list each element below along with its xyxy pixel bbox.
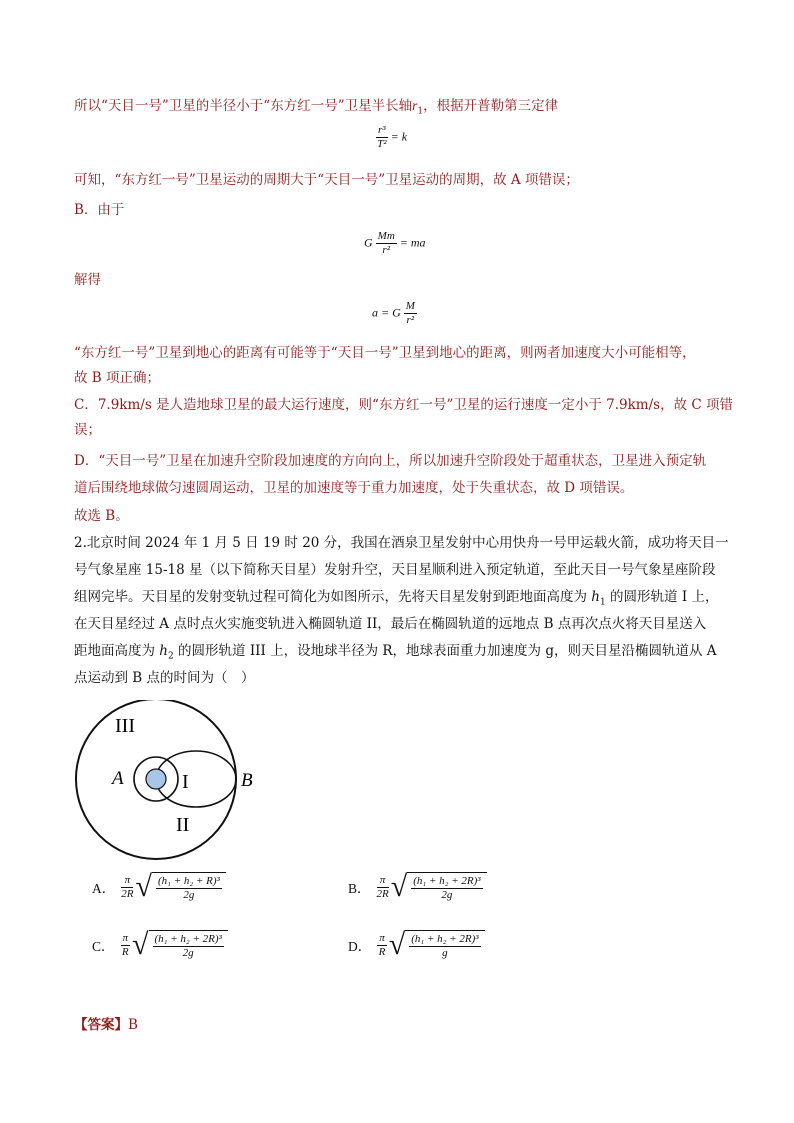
radicand-num: (h₁ + h₂ + 2R)³ (154, 933, 222, 945)
question-text: 距地面高度为 (74, 643, 160, 659)
option-label: B． (348, 881, 371, 896)
subscript: 2 (168, 651, 174, 662)
eq-denominator: T² (377, 138, 387, 150)
sqrt-symbol: √ (390, 870, 408, 903)
explanation-line-9: D．“天目一号”卫星在加速升空阶段加速度的方向向上，所以加速升空阶段处于超重状态，卫星进入预定轨 (74, 453, 707, 469)
eq-rhs: = k (390, 129, 408, 144)
option-a[interactable] (92, 872, 226, 902)
sqrt-symbol: √ (388, 928, 406, 961)
radicand (152, 872, 226, 902)
explanation-line-8: 误； (74, 422, 101, 438)
label-I: I (182, 771, 189, 793)
question-line-1: 2.北京时间 2024 年 1 月 5 日 19 时 20 分，我国在酒泉卫星发射中心用快舟一号甲运载火箭，成功将天目一 (74, 535, 729, 551)
question-line-6: 点运动到 B 点的时间为（ ） (74, 670, 255, 686)
radicand-den: 2g (182, 947, 194, 959)
orbit-II-ellipse (156, 751, 236, 807)
eq-rhs: = ma (399, 235, 426, 250)
question-line-2: 号气象星座 15-18 星（以下简称天目星）发射升空，天目星顺利进入预定轨道，至此天目一号气象星座阶段 (74, 562, 716, 578)
earth-circle (146, 769, 166, 789)
equation-gravity (364, 230, 426, 257)
explanation-line-11: 故选 B。 (74, 508, 129, 524)
coef-den: 2R (121, 887, 134, 900)
option-label: C． (92, 939, 115, 954)
option-coefficient (121, 932, 131, 959)
option-label: D． (348, 939, 372, 954)
explanation-line-7: C．7.9km/s 是人造地球卫星的最大运行速度，则“东方红一号”卫星的运行速度一定小于 7.9km/s，故 C 项错 (74, 397, 733, 413)
option-coefficient (121, 874, 133, 901)
radicand-den: g (442, 947, 448, 959)
coef-den: 2R (376, 887, 389, 900)
explanation-line-3: B．由于 (74, 202, 125, 218)
explanation-line-2: 可知，“东方红一号”卫星运动的周期大于“天目一号”卫星运动的周期，故 A 项错误； (74, 172, 579, 188)
explanation-line-6: 故 B 项正确； (74, 370, 161, 386)
question-line-3 (74, 587, 718, 613)
option-coefficient (377, 874, 389, 901)
coef-num: π (121, 874, 133, 888)
question-text: 的圆形轨道 III 上，设地球半径为 R，地球表面重力加速度为 g，则天目星沿椭圆轨道从 A (173, 643, 717, 659)
explanation-line-5: “东方红一号”卫星到地心的距离有可能等于“天目一号”卫星到地心的距离，则两者加速度大小可能相等， (74, 345, 696, 361)
radicand-num: (h₁ + h₂ + 2R)³ (413, 875, 481, 887)
option-label: A． (92, 881, 116, 896)
eq-numerator: r³ (378, 124, 386, 136)
option-c[interactable] (92, 930, 228, 960)
label-B: B (241, 770, 253, 791)
subscript: 1 (600, 597, 606, 608)
radicand-num: (h₁ + h₂ + 2R)³ (411, 933, 479, 945)
coef-num: π (377, 874, 389, 888)
option-coefficient (377, 932, 387, 959)
explanation-text: ，根据开普勒第三定律 (423, 98, 559, 114)
question-text: 组网完毕。天目星的发射变轨过程可简化为如图所示，先将天目星发射到距地面高度为 (74, 589, 592, 605)
sqrt-symbol: √ (132, 928, 149, 961)
coef-den: R (378, 945, 386, 958)
answer-line (74, 1013, 138, 1033)
equation-kepler (376, 124, 407, 151)
orbit-diagram (70, 700, 270, 865)
question-line-4: 在天目星经过 A 点时点火实施变轨进入椭圆轨道 II，最后在椭圆轨道的远地点 B 点再次点火将天目星送入 (74, 616, 707, 632)
eq-G: G (364, 235, 373, 250)
eq-numerator: M (405, 300, 415, 312)
radicand-num: (h₁ + h₂ + R)³ (157, 875, 220, 887)
answer-value: B (128, 1017, 138, 1033)
coef-den: R (121, 945, 129, 958)
symbol-h2: h (159, 643, 168, 659)
option-b[interactable] (348, 872, 487, 902)
sqrt-symbol: √ (135, 870, 152, 903)
eq-numerator: Mm (377, 230, 395, 242)
label-III: III (115, 715, 135, 737)
option-d[interactable] (348, 930, 485, 960)
label-II: II (176, 814, 190, 836)
explanation-line-1 (74, 96, 558, 122)
coef-num: π (122, 931, 129, 944)
radicand-den: 2g (441, 889, 453, 901)
coef-num: π (379, 931, 385, 944)
eq-denominator: r² (382, 244, 391, 256)
equation-acceleration (372, 300, 417, 327)
answer-tag: 【答案】 (74, 1017, 128, 1033)
eq-lhs: a = G (372, 305, 401, 320)
symbol-r: r (412, 98, 418, 113)
explanation-line-10: 道后围绕地球做匀速圆周运动，卫星的加速度等于重力加速度，处于失重状态，故 D 项错误。 (74, 480, 634, 496)
label-A: A (112, 768, 124, 789)
radicand-den: 2g (183, 889, 195, 901)
question-text: 的圆形轨道 I 上， (605, 589, 719, 605)
eq-denominator: r² (406, 314, 415, 326)
radicand (405, 930, 484, 960)
radicand (149, 930, 228, 960)
question-line-5 (74, 641, 717, 667)
symbol-h1: h (591, 589, 600, 605)
explanation-text: 所以“天目一号”卫星的半径小于“东方红一号”卫星半长轴 (74, 98, 413, 114)
radicand (407, 872, 486, 902)
subscript: 1 (417, 106, 424, 117)
explanation-line-4: 解得 (74, 272, 101, 288)
